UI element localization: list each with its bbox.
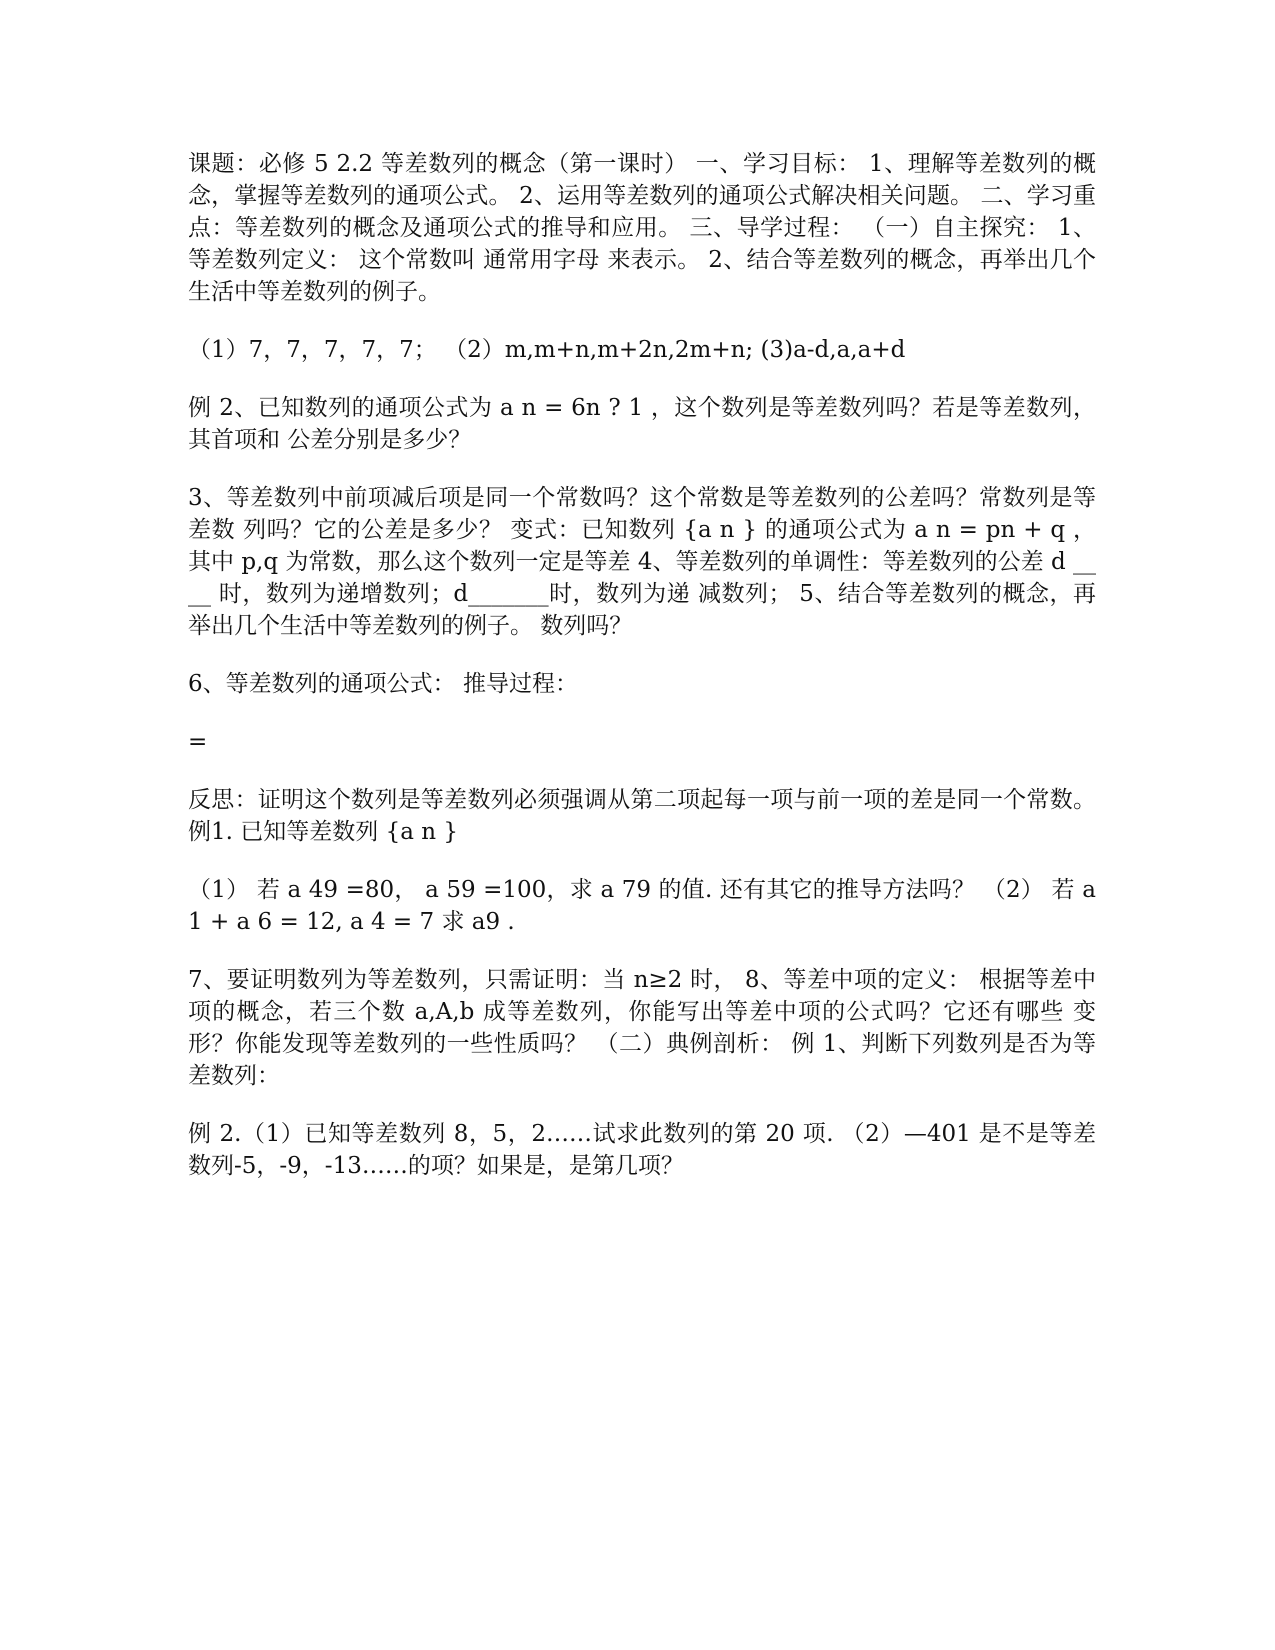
paragraph-reflection: 反思：证明这个数列是等差数列必须强调从第二项起每一项与前一项的差是同一个常数。 例1. 已知等差数列 {a n } xyxy=(188,787,1096,845)
document-body xyxy=(188,148,1096,1182)
paragraph-equals: = xyxy=(188,729,208,755)
paragraph-sequence-examples: （1）7，7，7，7，7； （2）m,m+n,m+2n,2m+n; (3)a-d,a,a+d xyxy=(188,337,906,363)
paragraph-example-2: 例 2、已知数列的通项公式为 a n = 6n ? 1 ，这个数列是等差数列吗？若是等差数列，其首项和 公差分别是多少？ xyxy=(188,395,1096,453)
paragraph-lesson-intro: 课题：必修 5 2.2 等差数列的概念（第一课时） 一、学习目标： 1、理解等差数列的概念，掌握等差数列的通项公式。 2、运用等差数列的通项公式解决相关问题。 二、学习重点：等差数列的概念及通项公式的推导和应用。 三、导学过程： （一）自主探究： 1、等差数列定义： 这个常数叫 通常用字母 来表示。 2、结合等差数列的概念，再举出几个生活中等差数列的例子。 xyxy=(188,151,1096,305)
paragraph-example-1-parts: （1） 若 a 49 =80， a 59 =100，求 a 79 的值. 还有其它的推导方法吗？ （2） 若 a1 + a 6 = 12, a 4 = 7 求 a9 . xyxy=(188,877,1096,935)
paragraph-formula-6: 6、等差数列的通项公式： 推导过程： xyxy=(188,671,578,697)
paragraph-example-2-analysis: 例 2.（1）已知等差数列 8，5，2……试求此数列的第 20 项. （2）—401 是不是等差数列-5，-9，-13……的项？如果是，是第几项？ xyxy=(188,1121,1096,1179)
paragraph-proof-7-8: 7、要证明数列为等差数列，只需证明：当 n≥2 时， 8、等差中项的定义： 根据等差中项的概念，若三个数 a,A,b 成等差数列，你能写出等差中项的公式吗？它还有哪些 变形？你能发现等差数列的一些性质吗？ （二）典例剖析： 例 1、判断下列数列是否为等差数列： xyxy=(188,967,1096,1089)
paragraph-question-3: 3、等差数列中前项减后项是同一个常数吗？这个常数是等差数列的公差吗？常数列是等差数 列吗？它的公差是多少？ 变式：已知数列 {a n } 的通项公式为 a n = pn + q ，其中 p,q 为常数，那么这个数列一定是等差 4、等差数列的单调性：等差数列的公差 d ____ 时，数列为递增数列；d_______时，数列为递 减数列； 5、结合等差数列的概念，再举出几个生活中等差数列的例子。 数列吗？ xyxy=(188,485,1096,639)
